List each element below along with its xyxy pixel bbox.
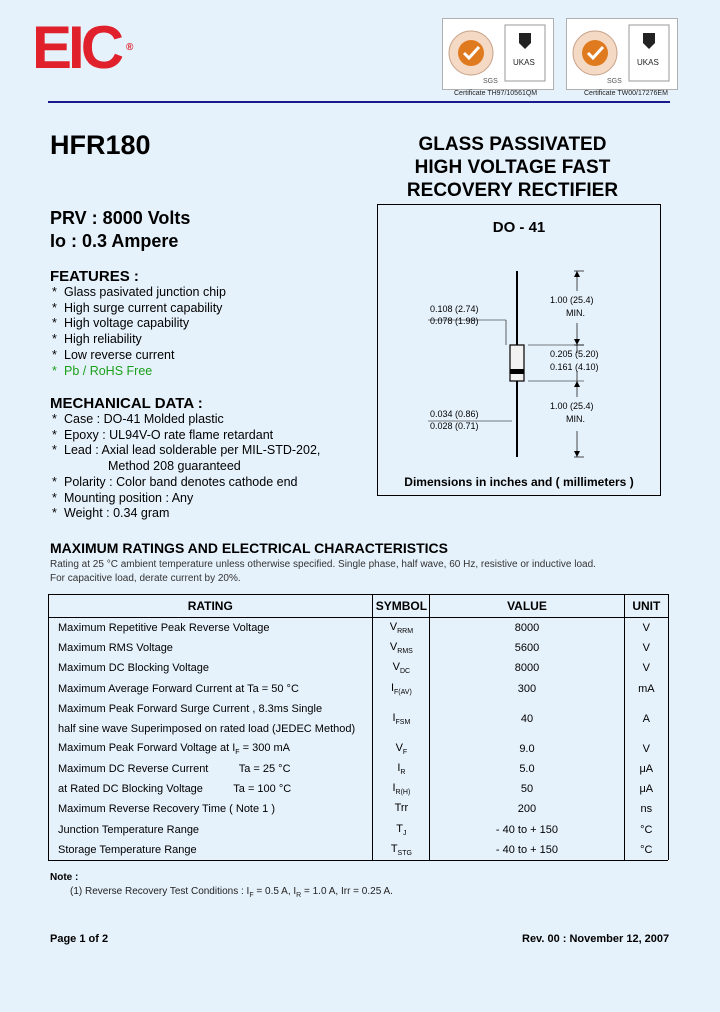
certificate-label: Certificate TH97/10561QM: [454, 90, 538, 97]
table-row: Junction Temperature Range $T_J$ - 40 to + 150 °C: [48, 820, 668, 840]
title-line: RECOVERY RECTIFIER: [406, 180, 619, 201]
list-item: * Weight : 0.34 gram: [52, 506, 170, 521]
package-title: DO - 41: [492, 219, 546, 236]
table-row: Maximum RMS Voltage $V_{RMS}$ 5600 V: [48, 638, 668, 658]
features-heading: FEATURES :: [50, 268, 139, 285]
svg-text:UKAS: UKAS: [637, 58, 659, 67]
certificate-badge: [442, 18, 554, 90]
mechanical-list: [52, 412, 320, 522]
ratings-note: Rating at 25 °C ambient temperature unless otherwise specified. Single phase, half wave, 60 Hz, resistive or inductive load.: [50, 559, 596, 570]
page-number: Page 1 of 2: [50, 933, 109, 945]
sgs-certificate-icon: [567, 19, 677, 89]
table-row: Maximum Peak Forward Voltage at $I_F = 300$ mA $V_F$ 9.0 V: [48, 739, 668, 759]
ratings-note: For capacitive load, derate current by 20%.: [50, 573, 241, 584]
table-row: Maximum Average Forward Current at Ta = 50 °C $I_{F(AV)}$ 300 mA: [48, 679, 668, 699]
product-title: [395, 133, 665, 202]
key-ratings: [50, 207, 190, 253]
ratings-heading: MAXIMUM RATINGS AND ELECTRICAL CHARACTERISTICS: [50, 540, 448, 556]
dim-body-diameter-min: 0.078 (1.98): [430, 316, 479, 326]
io-rating: Io : 0.3 Ampere: [50, 231, 179, 251]
dim-lead-diameter-max: 0.034 (0.86): [430, 409, 479, 419]
table-row: Maximum DC Reverse Current Ta = 25 °C $I_R$ 5.0 μA: [48, 759, 668, 779]
table-row: Maximum Repetitive Peak Reverse Voltage $V_{RRM}$ 8000 V: [48, 618, 668, 639]
list-item: * Low reverse current: [52, 347, 175, 362]
list-item: * High surge current capability: [52, 300, 223, 315]
package-outline-box: [377, 204, 661, 496]
column-header: VALUE: [430, 595, 624, 618]
revision-date: Rev. 00 : November 12, 2007: [522, 933, 670, 945]
list-item: * High voltage capability: [52, 316, 190, 331]
list-item: * Polarity : Color band denotes cathode end: [52, 474, 298, 489]
dim-body-length-max: 0.205 (5.20): [550, 349, 599, 359]
sgs-certificate-icon: [443, 19, 553, 89]
column-header: UNIT: [624, 595, 668, 618]
dim-body-length-min: 0.161 (4.10): [550, 362, 599, 372]
list-item: * Lead : Axial lead solderable per MIL-STD-202,: [52, 443, 321, 458]
certificate-label: Certificate TW00/17276EM: [584, 90, 668, 97]
dim-lead-length-top-min: MIN.: [566, 308, 585, 318]
certificate-badge: [566, 18, 678, 90]
list-item: * High reliability: [52, 332, 142, 347]
column-header: SYMBOL: [373, 595, 430, 618]
table-row: Maximum Peak Forward Surge Current , 8.3ms Single half sine wave Superimposed on rated load (JEDEC Method) $I_{FSM}$ 40 A: [48, 699, 668, 739]
do41-outline-drawing: [378, 205, 660, 465]
package-dimensions-caption: Dimensions in inches and ( millimeters ): [404, 475, 634, 489]
prv-rating: PRV : 8000 Volts: [50, 208, 191, 228]
list-item-rohs: * Pb / RoHS Free: [52, 363, 153, 378]
list-item: * Case : DO-41 Molded plastic: [52, 412, 224, 426]
column-header: RATING: [48, 595, 373, 618]
dim-lead-length-top: 1.00 (25.4): [550, 295, 594, 305]
title-line: HIGH VOLTAGE FAST: [414, 157, 611, 178]
list-item-continuation: Method 208 guaranteed: [108, 459, 241, 474]
svg-text:SGS: SGS: [607, 78, 622, 85]
list-item: * Epoxy : UL94V-O rate flame retardant: [52, 427, 274, 442]
svg-text:UKAS: UKAS: [513, 58, 535, 67]
table-row: Maximum Reverse Recovery Time ( Note 1 ) Trr 200 ns: [48, 799, 668, 819]
features-list: [52, 285, 226, 379]
list-item: * Glass pasivated junction chip: [52, 285, 226, 299]
dim-lead-diameter-min: 0.028 (0.71): [430, 421, 479, 431]
table-row: Maximum DC Blocking Voltage $V_{DC}$ 8000 V: [48, 658, 668, 678]
title-line: GLASS PASSIVATED: [418, 134, 607, 155]
eic-logo: EIC ®: [32, 14, 134, 81]
note-title: Note :: [50, 872, 79, 883]
ratings-table: [48, 594, 668, 861]
table-row: Storage Temperature Range $T_{STG}$ - 40 to + 150 °C: [48, 840, 668, 861]
note-text: (1) Reverse Recovery Test Conditions : $I_F = 0.5$ A, $I_R = 1.0$ A, Irr = 0.25 A.: [70, 886, 393, 899]
mechanical-heading: MECHANICAL DATA :: [50, 395, 203, 412]
dim-body-diameter-max: 0.108 (2.74): [430, 304, 479, 314]
dim-lead-length-bottom-min: MIN.: [566, 414, 585, 424]
header-divider: [48, 101, 670, 103]
table-row: at Rated DC Blocking Voltage Ta = 100 °C $I_{R(H)}$ 50 μA: [48, 779, 668, 799]
dim-lead-length-bottom: 1.00 (25.4): [550, 401, 594, 411]
svg-text:SGS: SGS: [483, 78, 498, 85]
part-number: HFR180: [50, 130, 151, 160]
list-item: * Mounting position : Any: [52, 490, 194, 505]
